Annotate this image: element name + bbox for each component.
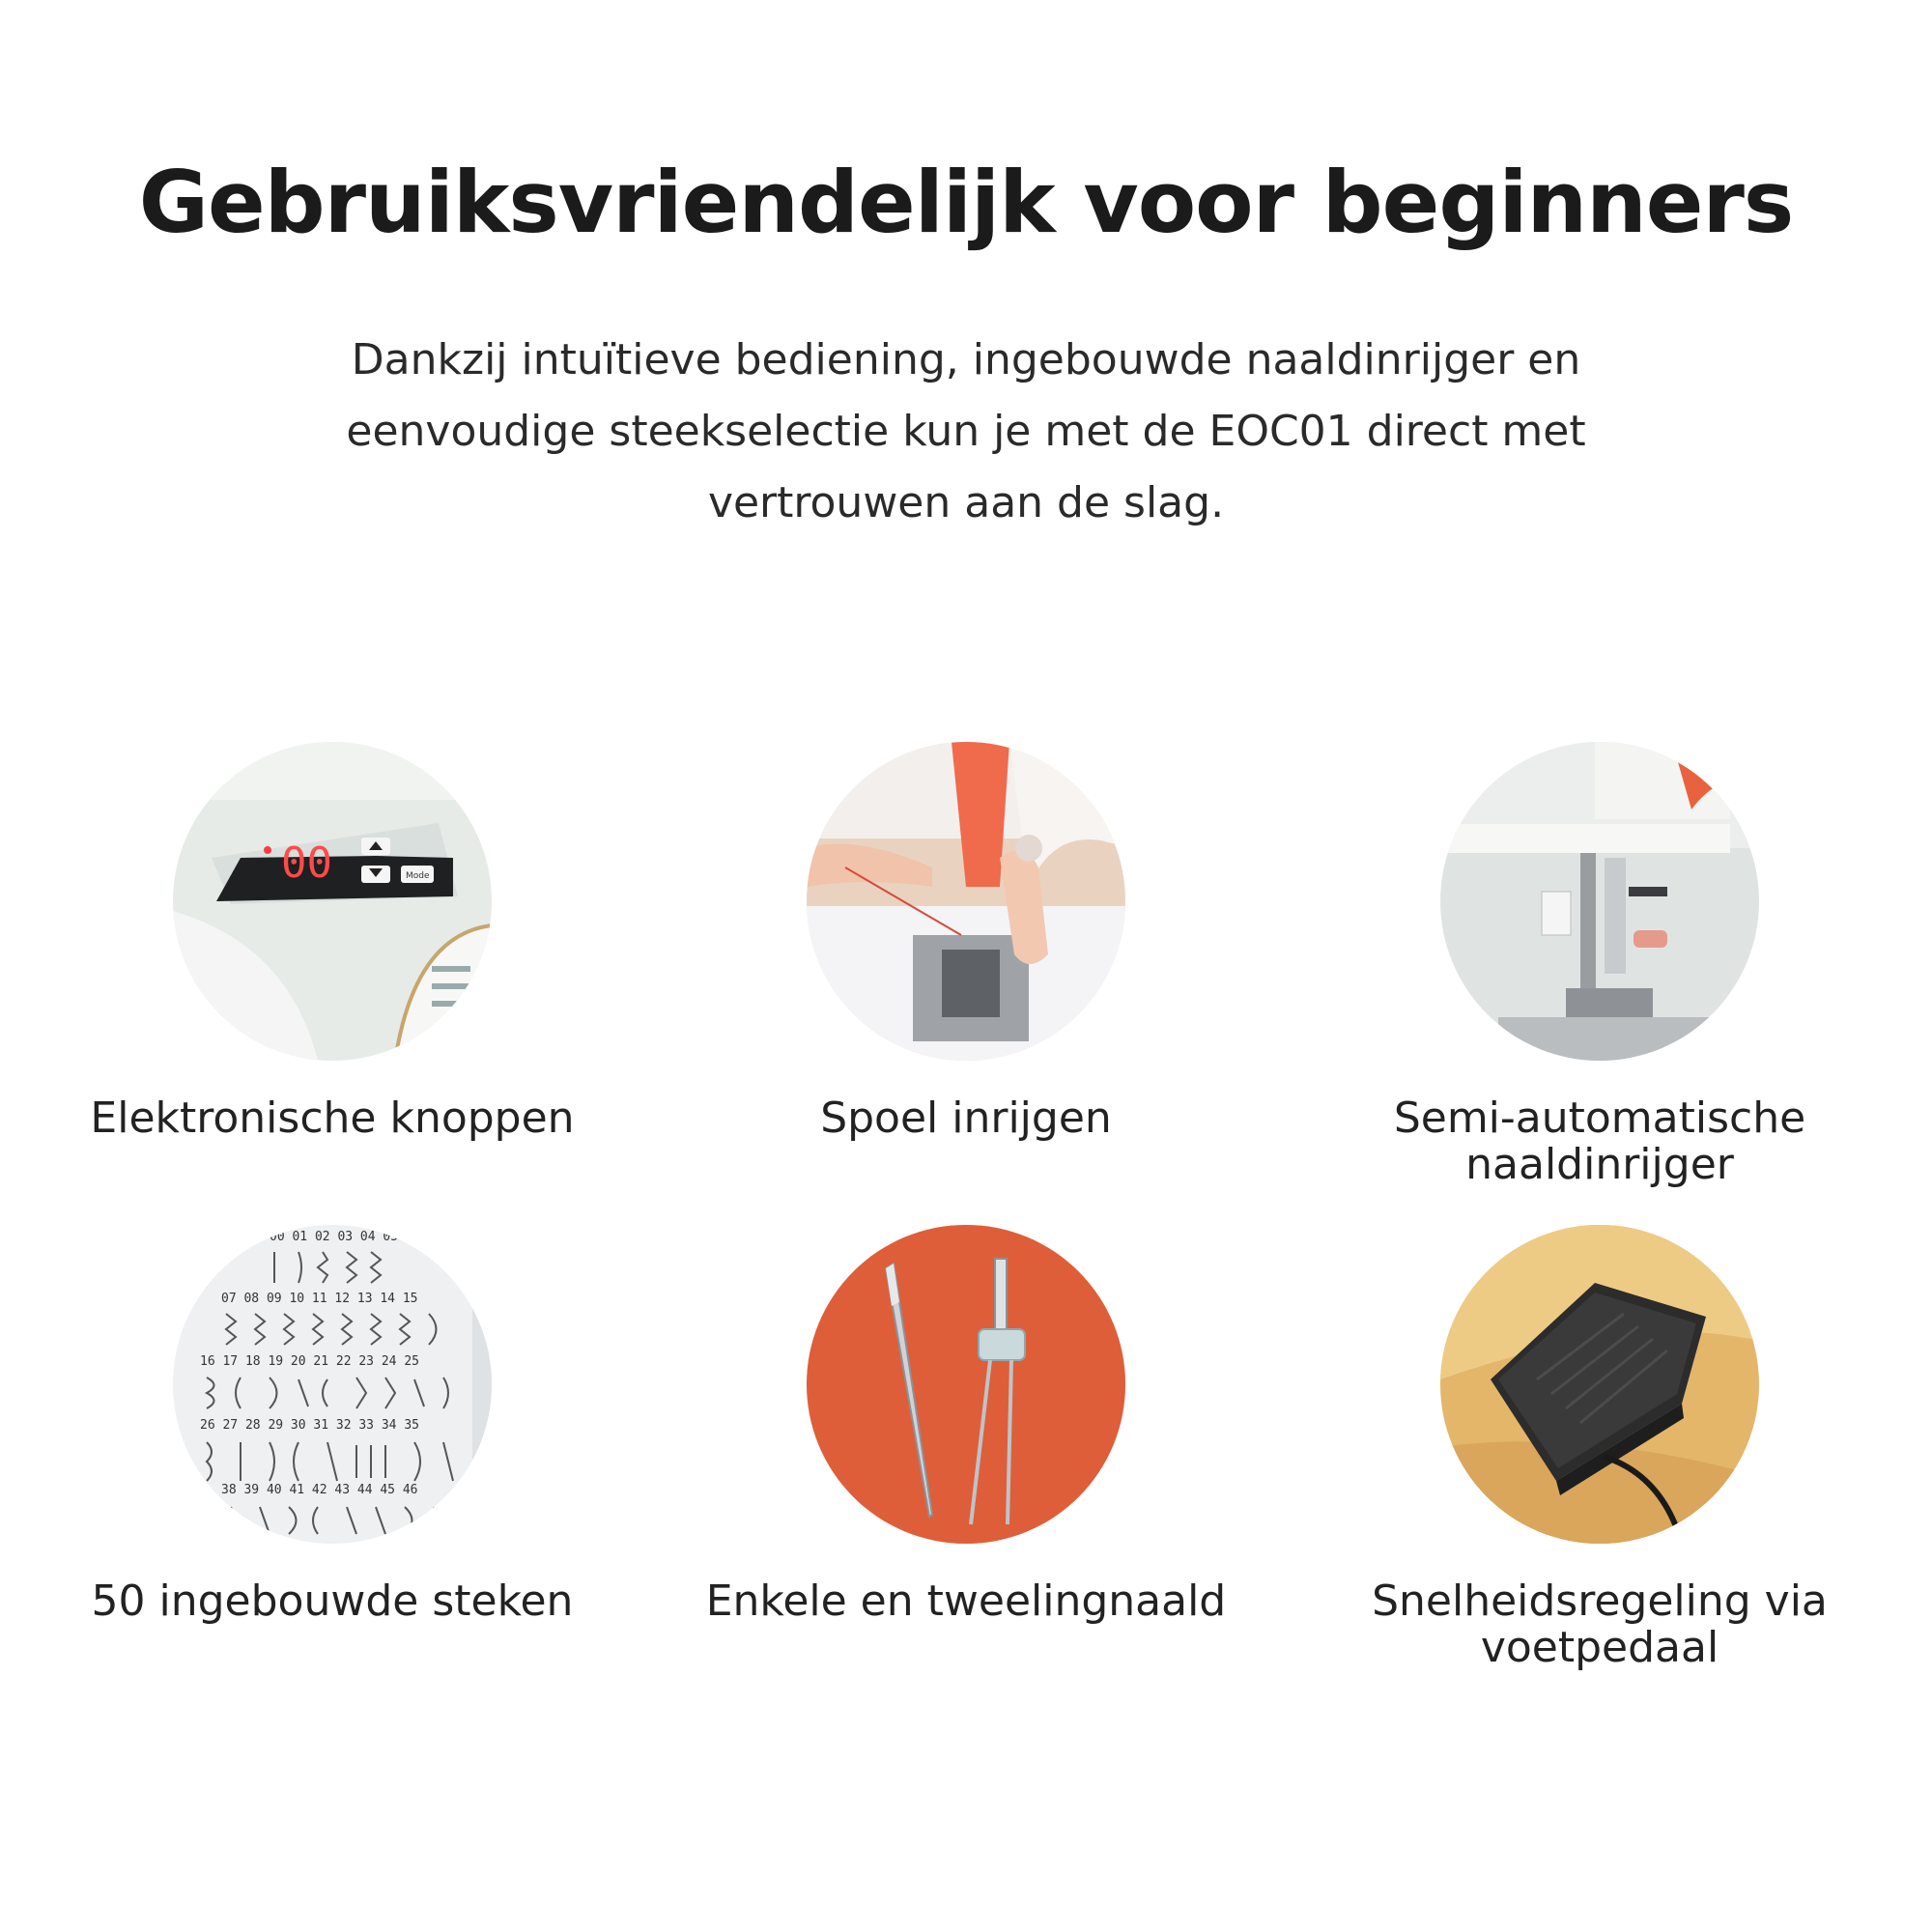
feature-label: 50 ingebouwde steken [91, 1577, 574, 1626]
panel-mode-label: Mode [406, 871, 430, 881]
control-panel-photo [173, 742, 492, 1061]
feature-label: Enkele en tweelingnaald [705, 1577, 1227, 1626]
feature-needles [647, 1225, 1285, 1625]
stitch-row: 38 39 40 41 42 43 44 45 46 [221, 1483, 418, 1497]
needles-photo [807, 1225, 1125, 1544]
page-subtitle: Dankzij intuïtieve bediening, ingebouwde naaldinrijger en eenvoudige steekselectie kun je met de EOC01 direct met vertrouwen aan de slag. [346, 335, 1586, 527]
stitch-row: 16 17 18 19 20 21 22 23 24 25 [200, 1354, 419, 1369]
feature-label: Elektronische knoppen [90, 1094, 575, 1143]
feature-label: Semi-automatische naaldinrijger [1393, 1094, 1806, 1189]
bobbin-threading-photo [807, 742, 1125, 1061]
stitch-chart-photo [173, 1225, 492, 1544]
feature-built-in-stitches [14, 1225, 651, 1625]
panel-display: 00 [281, 838, 332, 888]
foot-pedal-photo [1440, 1225, 1759, 1544]
page-title: Gebruiksvriendelijk voor beginners [138, 153, 1794, 252]
feature-label: Snelheidsregeling via voetpedaal [1372, 1577, 1828, 1672]
feature-bobbin-threading [647, 742, 1285, 1142]
feature-electronic-buttons [14, 742, 651, 1142]
feature-needle-threader [1281, 742, 1918, 1188]
needle-threader-photo [1440, 742, 1759, 1061]
stitch-row: 07 08 09 10 11 12 13 14 15 [221, 1292, 418, 1306]
stitch-row: 26 27 28 29 30 31 32 33 34 35 [200, 1418, 419, 1433]
stitch-row: 00 01 02 03 04 05 [270, 1230, 399, 1244]
feature-foot-pedal [1281, 1225, 1918, 1671]
feature-label: Spoel inrijgen [820, 1094, 1112, 1143]
